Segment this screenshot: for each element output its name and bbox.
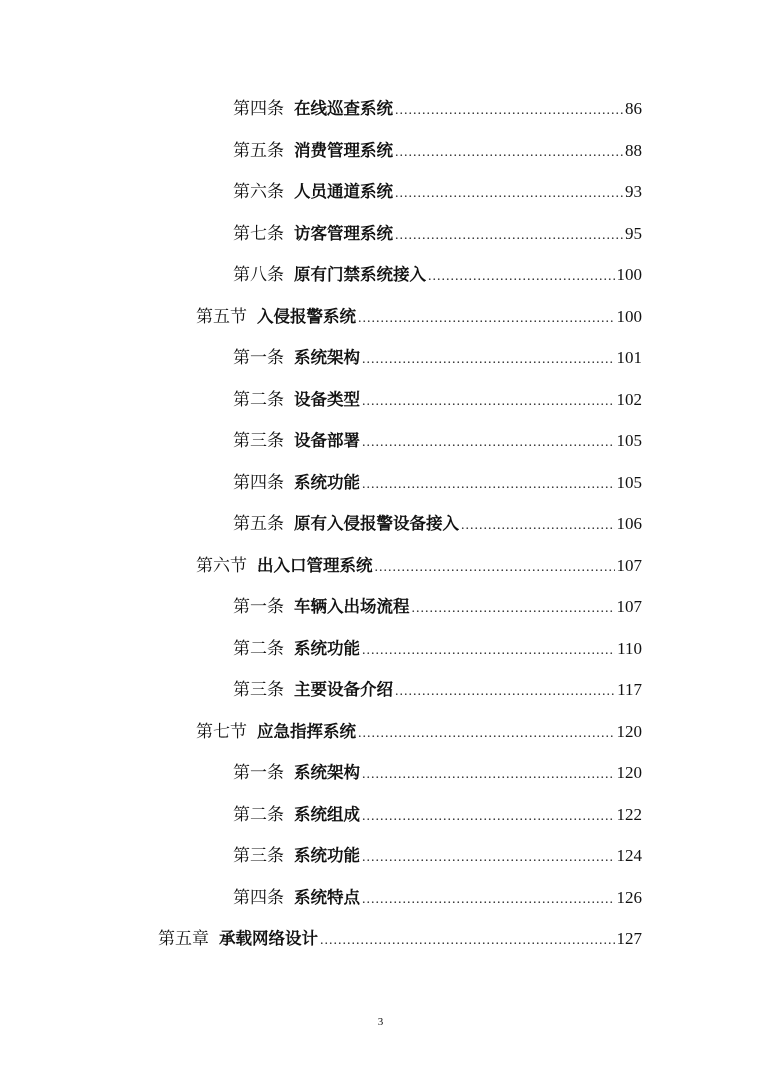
toc-entry-page: 105 <box>616 431 642 450</box>
toc-entry-page: 117 <box>617 680 642 699</box>
dot-leader <box>428 265 615 289</box>
toc-entry[interactable] <box>158 927 642 951</box>
toc-entry[interactable] <box>233 678 642 702</box>
toc-entry-page: 107 <box>616 556 642 575</box>
dot-leader <box>358 722 615 746</box>
toc-entry-page: 102 <box>616 390 642 409</box>
toc-entry[interactable] <box>196 305 642 329</box>
toc-entry-number: 第一条 <box>233 763 284 782</box>
dot-leader <box>362 348 615 372</box>
toc-entry-page: 86 <box>625 99 642 118</box>
toc-entry-page: 106 <box>616 514 642 533</box>
toc-entry-title: 出入口管理系统 <box>257 556 373 575</box>
toc-entry-page: 100 <box>616 307 642 326</box>
toc-entry-number: 第八条 <box>233 265 284 284</box>
toc-entry-number: 第五章 <box>158 929 209 948</box>
toc-entry[interactable] <box>233 803 642 827</box>
toc-entry[interactable] <box>233 637 642 661</box>
toc-entry-page: 124 <box>616 846 642 865</box>
toc-entry-page: 95 <box>625 224 642 243</box>
toc-entry-page: 120 <box>616 763 642 782</box>
dot-leader <box>362 846 615 870</box>
toc-entry[interactable] <box>196 554 642 578</box>
toc-entry-number: 第二条 <box>233 805 284 824</box>
toc-entry-page: 127 <box>616 929 642 948</box>
toc-entry-page: 120 <box>616 722 642 741</box>
toc-entry-title: 系统架构 <box>294 348 360 367</box>
dot-leader <box>362 639 615 663</box>
dot-leader <box>412 597 615 621</box>
toc-entry-title: 车辆入出场流程 <box>294 597 410 616</box>
toc-entry-title: 消费管理系统 <box>294 141 393 160</box>
toc-entry[interactable] <box>233 844 642 868</box>
toc-entry-number: 第三条 <box>233 846 284 865</box>
toc-entry[interactable] <box>233 346 642 370</box>
toc-entry-number: 第三条 <box>233 680 284 699</box>
toc-entry-number: 第四条 <box>233 99 284 118</box>
toc-entry-title: 主要设备介绍 <box>294 680 393 699</box>
toc-entry[interactable] <box>233 139 642 163</box>
toc-entry[interactable] <box>233 512 642 536</box>
toc-entry[interactable] <box>233 222 642 246</box>
toc-entry-number: 第五节 <box>196 307 247 326</box>
toc-entry[interactable] <box>233 761 642 785</box>
toc-entry-page: 93 <box>625 182 642 201</box>
toc-entry-number: 第七节 <box>196 722 247 741</box>
toc-entry-title: 设备类型 <box>294 390 360 409</box>
toc-entry-title: 系统功能 <box>294 639 360 658</box>
dot-leader <box>362 763 615 787</box>
toc-entry-number: 第一条 <box>233 348 284 367</box>
toc-entry-title: 承载网络设计 <box>219 929 318 948</box>
dot-leader <box>362 390 615 414</box>
toc-entry[interactable] <box>233 886 642 910</box>
toc-entry[interactable] <box>233 97 642 121</box>
toc-entry-page: 101 <box>616 348 642 367</box>
toc-entry-page: 88 <box>625 141 642 160</box>
toc-entry-title: 系统功能 <box>294 846 360 865</box>
toc-entry-number: 第六节 <box>196 556 247 575</box>
toc-entry-page: 122 <box>616 805 642 824</box>
toc-entry[interactable] <box>233 263 642 287</box>
toc-entry-title: 原有门禁系统接入 <box>294 265 426 284</box>
toc-entry-page: 126 <box>616 888 642 907</box>
dot-leader <box>362 805 615 829</box>
toc-entry-number: 第五条 <box>233 141 284 160</box>
toc-entry-title: 原有入侵报警设备接入 <box>294 514 459 533</box>
toc-entry-title: 系统特点 <box>294 888 360 907</box>
toc-entry-page: 110 <box>617 639 642 658</box>
toc-entry-title: 人员通道系统 <box>294 182 393 201</box>
toc-entry-title: 入侵报警系统 <box>257 307 356 326</box>
dot-leader <box>320 929 615 953</box>
dot-leader <box>362 888 615 912</box>
toc-entry[interactable] <box>196 720 642 744</box>
toc-entry-page: 100 <box>616 265 642 284</box>
page-number: 3 <box>377 1016 384 1028</box>
toc-entry-number: 第五条 <box>233 514 284 533</box>
toc-entry[interactable] <box>233 595 642 619</box>
toc-entry-title: 系统功能 <box>294 473 360 492</box>
dot-leader <box>362 431 615 455</box>
toc-entry-number: 第四条 <box>233 888 284 907</box>
toc-entry-title: 系统组成 <box>294 805 360 824</box>
toc-entry-number: 第六条 <box>233 182 284 201</box>
toc-entry[interactable] <box>233 388 642 412</box>
dot-leader <box>395 224 623 248</box>
toc-entry-number: 第二条 <box>233 639 284 658</box>
toc-entry-number: 第一条 <box>233 597 284 616</box>
dot-leader <box>395 99 623 123</box>
toc-entry-page: 107 <box>616 597 642 616</box>
toc-entry[interactable] <box>233 471 642 495</box>
dot-leader <box>362 473 615 497</box>
toc-entry[interactable] <box>233 429 642 453</box>
toc-entry-number: 第三条 <box>233 431 284 450</box>
dot-leader <box>395 182 623 206</box>
toc-entry[interactable] <box>233 180 642 204</box>
dot-leader <box>375 556 615 580</box>
toc-entry-title: 在线巡查系统 <box>294 99 393 118</box>
toc-entry-title: 设备部署 <box>294 431 360 450</box>
toc-entry-page: 105 <box>616 473 642 492</box>
toc-entry-number: 第七条 <box>233 224 284 243</box>
toc-entry-title: 应急指挥系统 <box>257 722 356 741</box>
dot-leader <box>358 307 615 331</box>
toc-entry-title: 访客管理系统 <box>294 224 393 243</box>
toc-entry-number: 第二条 <box>233 390 284 409</box>
toc-entry-title: 系统架构 <box>294 763 360 782</box>
dot-leader <box>395 680 615 704</box>
dot-leader <box>461 514 615 538</box>
dot-leader <box>395 141 623 165</box>
toc-entry-number: 第四条 <box>233 473 284 492</box>
